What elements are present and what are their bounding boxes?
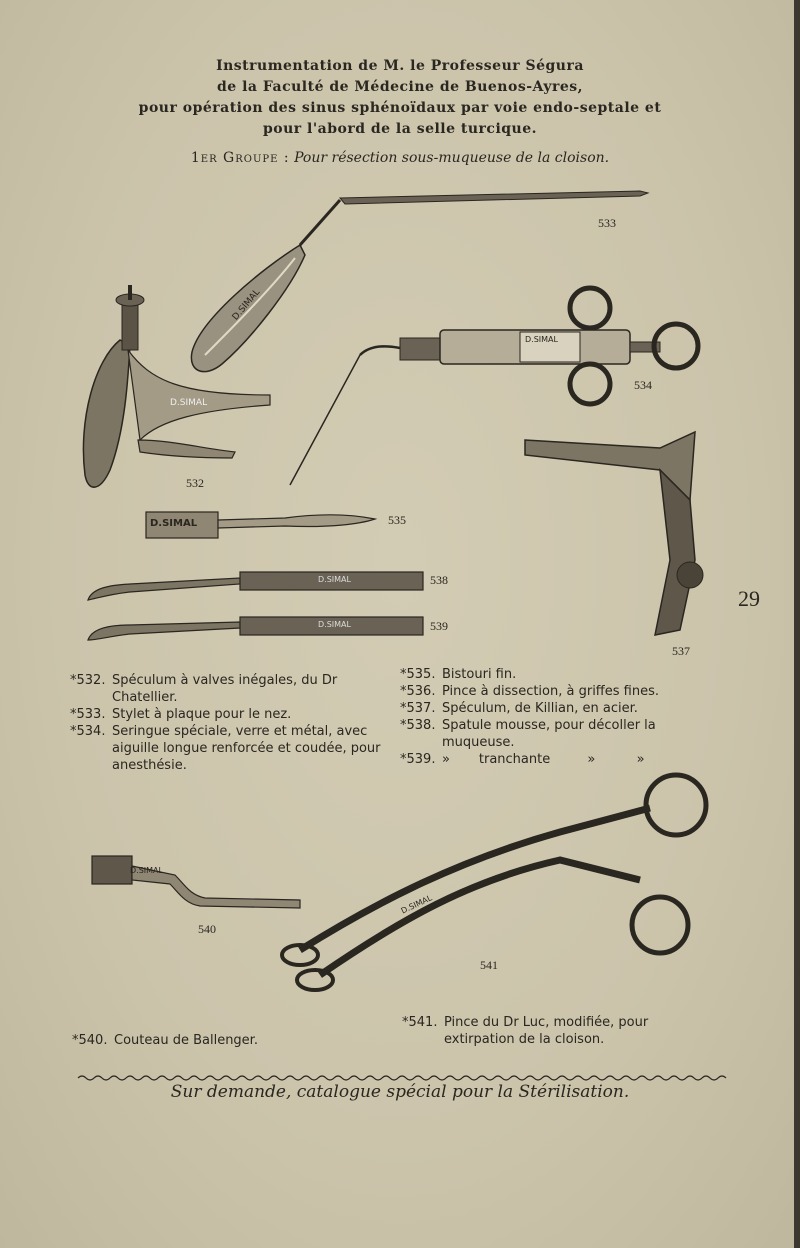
caption-533 [70,706,390,723]
caption-536 [400,683,720,700]
caption-number: *536. [400,684,436,699]
heading-line-3: pour opération des sinus sphénoïdaux par voie endo-septale et [138,100,662,116]
caption-text: Seringue spéciale, verre et métal, avec aiguille longue renforcée et coudée, pour anesthésie. [112,724,381,773]
captions-left [70,672,390,774]
group-name: 1er Groupe : [190,150,290,166]
caption-text: Spatule mousse, pour décoller la muqueuse. [442,718,656,750]
figure-number-534: 534 [634,378,652,392]
caption-538 [400,717,720,751]
caption-532 [70,672,390,706]
caption-number: *539. [400,752,436,767]
caption-537 [400,700,720,717]
caption-text: Couteau de Ballenger. [114,1033,258,1048]
brand-mark-540: D.SIMAL [130,866,163,875]
brand-mark-533: D.SIMAL [230,287,263,323]
brand-mark-538: D.SIMAL [318,575,351,584]
figure-number-537: 537 [672,644,690,658]
spatula-539-illustration [88,617,423,640]
caption-number: *532. [70,673,106,688]
caption-text: » tranchante » » [442,752,645,767]
caption-number: *540. [72,1033,108,1048]
brand-mark-539: D.SIMAL [318,620,351,629]
caption-text: Bistouri fin. [442,667,517,682]
figure-number-532: 532 [186,476,204,490]
caption-number: *541. [402,1015,438,1030]
caption-number: *533. [70,707,106,722]
brand-mark-532: D.SIMAL [170,398,208,408]
wavy-rule [78,1076,726,1080]
caption-number: *537. [400,701,436,716]
figure-number-539: 539 [430,619,448,633]
caption-541 [402,1014,722,1048]
heading-line-1: Instrumentation de M. le Professeur Ségura [216,58,584,74]
captions-right [400,666,720,768]
caption-text: Pince à dissection, à griffes fines. [442,684,660,699]
heading-line-4: pour l'abord de la selle turcique. [262,121,538,137]
caption-text: Spéculum, de Killian, en acier. [442,701,638,716]
heading-line-2: de la Faculté de Médecine de Buenos-Ayres, [217,79,583,95]
footer-note: Sur demande, catalogue spécial pour la Stérilisation. [170,1082,630,1102]
page-number: 29 [738,586,760,611]
group-description: Pour résection sous-muqueuse de la cloison. [294,150,610,166]
figure-number-538: 538 [430,573,448,587]
figure-number-535: 535 [388,513,406,527]
brand-mark-535: D.SIMAL [150,518,198,529]
caption-534 [70,723,390,774]
figure-number-540: 540 [198,922,216,936]
brand-mark-541: D.SIMAL [399,893,434,916]
caption-number: *534. [70,724,106,739]
caption-535 [400,666,720,683]
caption-text: Spéculum à valves inégales, du Dr Chatellier. [112,673,338,705]
caption-text: Stylet à plaque pour le nez. [112,707,292,722]
figure-number-541: 541 [480,958,498,972]
knife-540-illustration [92,856,300,908]
caption-number: *535. [400,667,436,682]
figure-number-533: 533 [598,216,616,230]
brand-mark-534: D.SIMAL [525,335,558,344]
caption-539 [400,751,720,768]
caption-540 [72,1032,372,1049]
spatula-538-illustration [88,572,423,600]
caption-text: Pince du Dr Luc, modifiée, pour extirpation de la cloison. [444,1015,649,1047]
caption-number: *538. [400,718,436,733]
speculum-537-illustration [525,432,703,635]
